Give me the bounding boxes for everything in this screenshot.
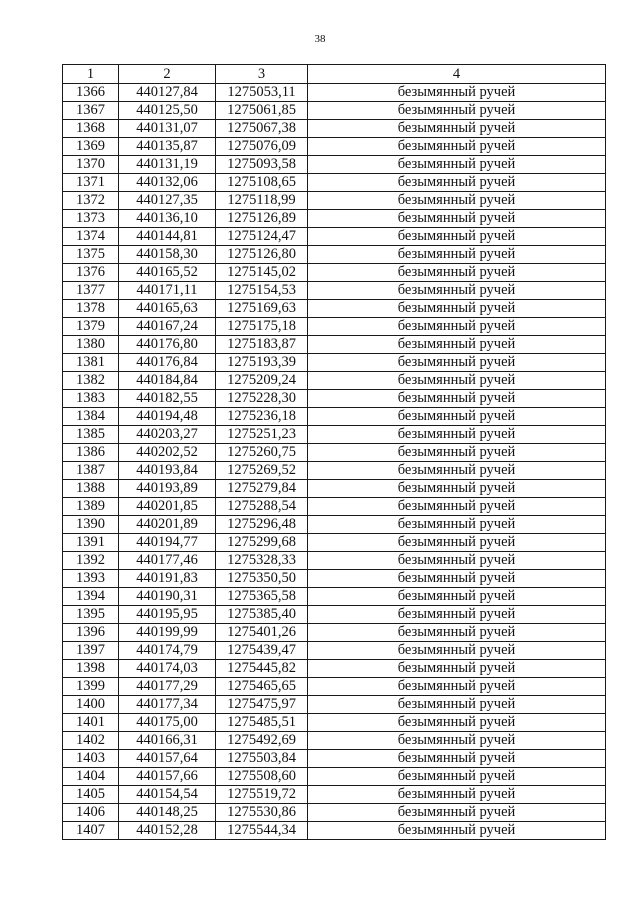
y-coordinate-cell: 1275445,82	[216, 660, 308, 678]
table-row	[63, 390, 606, 408]
x-coordinate-cell: 440201,89	[119, 516, 216, 534]
feature-name-cell: безымянный ручей	[308, 732, 606, 750]
point-number-cell: 1369	[63, 138, 119, 156]
feature-name-cell: безымянный ручей	[308, 822, 606, 840]
y-coordinate-cell: 1275126,89	[216, 210, 308, 228]
y-coordinate-cell: 1275328,33	[216, 552, 308, 570]
y-coordinate-cell: 1275053,11	[216, 84, 308, 102]
x-coordinate-cell: 440165,52	[119, 264, 216, 282]
point-number-cell: 1402	[63, 732, 119, 750]
point-number-cell: 1383	[63, 390, 119, 408]
y-coordinate-cell: 1275401,26	[216, 624, 308, 642]
point-number-cell: 1387	[63, 462, 119, 480]
x-coordinate-cell: 440175,00	[119, 714, 216, 732]
feature-name-cell: безымянный ручей	[308, 138, 606, 156]
feature-name-cell: безымянный ручей	[308, 264, 606, 282]
x-coordinate-cell: 440201,85	[119, 498, 216, 516]
table-row	[63, 228, 606, 246]
feature-name-cell: безымянный ручей	[308, 696, 606, 714]
table-row	[63, 624, 606, 642]
feature-name-cell: безымянный ручей	[308, 714, 606, 732]
y-coordinate-cell: 1275145,02	[216, 264, 308, 282]
table-row	[63, 768, 606, 786]
y-coordinate-cell: 1275093,58	[216, 156, 308, 174]
table-row	[63, 246, 606, 264]
table-row	[63, 372, 606, 390]
header-col-1: 1	[63, 65, 119, 84]
table-row	[63, 174, 606, 192]
y-coordinate-cell: 1275492,69	[216, 732, 308, 750]
table-row	[63, 264, 606, 282]
feature-name-cell: безымянный ручей	[308, 444, 606, 462]
y-coordinate-cell: 1275154,53	[216, 282, 308, 300]
feature-name-cell: безымянный ручей	[308, 804, 606, 822]
x-coordinate-cell: 440176,80	[119, 336, 216, 354]
table-row	[63, 750, 606, 768]
x-coordinate-cell: 440191,83	[119, 570, 216, 588]
point-number-cell: 1380	[63, 336, 119, 354]
point-number-cell: 1401	[63, 714, 119, 732]
feature-name-cell: безымянный ручей	[308, 246, 606, 264]
feature-name-cell: безымянный ручей	[308, 156, 606, 174]
feature-name-cell: безымянный ручей	[308, 750, 606, 768]
feature-name-cell: безымянный ручей	[308, 102, 606, 120]
y-coordinate-cell: 1275439,47	[216, 642, 308, 660]
point-number-cell: 1400	[63, 696, 119, 714]
table-row	[63, 300, 606, 318]
x-coordinate-cell: 440171,11	[119, 282, 216, 300]
header-col-2: 2	[119, 65, 216, 84]
point-number-cell: 1386	[63, 444, 119, 462]
feature-name-cell: безымянный ручей	[308, 570, 606, 588]
coordinates-table	[62, 64, 606, 840]
point-number-cell: 1395	[63, 606, 119, 624]
table-row	[63, 480, 606, 498]
point-number-cell: 1385	[63, 426, 119, 444]
x-coordinate-cell: 440157,66	[119, 768, 216, 786]
x-coordinate-cell: 440199,99	[119, 624, 216, 642]
x-coordinate-cell: 440177,34	[119, 696, 216, 714]
feature-name-cell: безымянный ручей	[308, 408, 606, 426]
x-coordinate-cell: 440158,30	[119, 246, 216, 264]
x-coordinate-cell: 440182,55	[119, 390, 216, 408]
point-number-cell: 1371	[63, 174, 119, 192]
point-number-cell: 1407	[63, 822, 119, 840]
point-number-cell: 1382	[63, 372, 119, 390]
point-number-cell: 1399	[63, 678, 119, 696]
x-coordinate-cell: 440202,52	[119, 444, 216, 462]
feature-name-cell: безымянный ручей	[308, 336, 606, 354]
point-number-cell: 1373	[63, 210, 119, 228]
feature-name-cell: безымянный ручей	[308, 84, 606, 102]
point-number-cell: 1384	[63, 408, 119, 426]
feature-name-cell: безымянный ручей	[308, 192, 606, 210]
point-number-cell: 1368	[63, 120, 119, 138]
point-number-cell: 1394	[63, 588, 119, 606]
point-number-cell: 1370	[63, 156, 119, 174]
table-row	[63, 570, 606, 588]
x-coordinate-cell: 440193,89	[119, 480, 216, 498]
feature-name-cell: безымянный ручей	[308, 174, 606, 192]
point-number-cell: 1372	[63, 192, 119, 210]
x-coordinate-cell: 440177,46	[119, 552, 216, 570]
y-coordinate-cell: 1275279,84	[216, 480, 308, 498]
point-number-cell: 1389	[63, 498, 119, 516]
x-coordinate-cell: 440174,79	[119, 642, 216, 660]
point-number-cell: 1377	[63, 282, 119, 300]
feature-name-cell: безымянный ручей	[308, 318, 606, 336]
table-row	[63, 606, 606, 624]
x-coordinate-cell: 440131,19	[119, 156, 216, 174]
header-row	[63, 65, 606, 84]
y-coordinate-cell: 1275183,87	[216, 336, 308, 354]
x-coordinate-cell: 440131,07	[119, 120, 216, 138]
y-coordinate-cell: 1275209,24	[216, 372, 308, 390]
y-coordinate-cell: 1275299,68	[216, 534, 308, 552]
feature-name-cell: безымянный ручей	[308, 660, 606, 678]
y-coordinate-cell: 1275519,72	[216, 786, 308, 804]
table-row	[63, 678, 606, 696]
y-coordinate-cell: 1275503,84	[216, 750, 308, 768]
header-col-3: 3	[216, 65, 308, 84]
point-number-cell: 1376	[63, 264, 119, 282]
feature-name-cell: безымянный ручей	[308, 354, 606, 372]
y-coordinate-cell: 1275260,75	[216, 444, 308, 462]
x-coordinate-cell: 440152,28	[119, 822, 216, 840]
feature-name-cell: безымянный ручей	[308, 606, 606, 624]
point-number-cell: 1388	[63, 480, 119, 498]
table-row	[63, 660, 606, 678]
point-number-cell: 1405	[63, 786, 119, 804]
x-coordinate-cell: 440127,35	[119, 192, 216, 210]
y-coordinate-cell: 1275076,09	[216, 138, 308, 156]
feature-name-cell: безымянный ручей	[308, 552, 606, 570]
point-number-cell: 1375	[63, 246, 119, 264]
x-coordinate-cell: 440193,84	[119, 462, 216, 480]
y-coordinate-cell: 1275067,38	[216, 120, 308, 138]
table-row	[63, 552, 606, 570]
point-number-cell: 1366	[63, 84, 119, 102]
x-coordinate-cell: 440148,25	[119, 804, 216, 822]
point-number-cell: 1379	[63, 318, 119, 336]
table-row	[63, 210, 606, 228]
y-coordinate-cell: 1275175,18	[216, 318, 308, 336]
y-coordinate-cell: 1275108,65	[216, 174, 308, 192]
table-row	[63, 714, 606, 732]
point-number-cell: 1381	[63, 354, 119, 372]
x-coordinate-cell: 440203,27	[119, 426, 216, 444]
x-coordinate-cell: 440166,31	[119, 732, 216, 750]
feature-name-cell: безымянный ручей	[308, 498, 606, 516]
feature-name-cell: безымянный ручей	[308, 300, 606, 318]
table-row	[63, 84, 606, 102]
x-coordinate-cell: 440144,81	[119, 228, 216, 246]
table-row	[63, 354, 606, 372]
feature-name-cell: безымянный ручей	[308, 678, 606, 696]
page-number: 38	[314, 33, 326, 45]
x-coordinate-cell: 440135,87	[119, 138, 216, 156]
feature-name-cell: безымянный ручей	[308, 282, 606, 300]
table-row	[63, 318, 606, 336]
y-coordinate-cell: 1275530,86	[216, 804, 308, 822]
x-coordinate-cell: 440177,29	[119, 678, 216, 696]
y-coordinate-cell: 1275544,34	[216, 822, 308, 840]
point-number-cell: 1390	[63, 516, 119, 534]
y-coordinate-cell: 1275350,50	[216, 570, 308, 588]
point-number-cell: 1391	[63, 534, 119, 552]
table-row	[63, 444, 606, 462]
y-coordinate-cell: 1275061,85	[216, 102, 308, 120]
y-coordinate-cell: 1275193,39	[216, 354, 308, 372]
x-coordinate-cell: 440184,84	[119, 372, 216, 390]
x-coordinate-cell: 440176,84	[119, 354, 216, 372]
table-body	[63, 84, 606, 840]
point-number-cell: 1393	[63, 570, 119, 588]
y-coordinate-cell: 1275269,52	[216, 462, 308, 480]
x-coordinate-cell: 440165,63	[119, 300, 216, 318]
table-row	[63, 408, 606, 426]
table-row	[63, 120, 606, 138]
x-coordinate-cell: 440136,10	[119, 210, 216, 228]
table-row	[63, 732, 606, 750]
y-coordinate-cell: 1275485,51	[216, 714, 308, 732]
table-header	[63, 65, 606, 84]
x-coordinate-cell: 440154,54	[119, 786, 216, 804]
feature-name-cell: безымянный ручей	[308, 786, 606, 804]
table-row	[63, 696, 606, 714]
table-row	[63, 426, 606, 444]
point-number-cell: 1374	[63, 228, 119, 246]
table-row	[63, 534, 606, 552]
feature-name-cell: безымянный ручей	[308, 372, 606, 390]
table-row	[63, 822, 606, 840]
feature-name-cell: безымянный ручей	[308, 228, 606, 246]
y-coordinate-cell: 1275475,97	[216, 696, 308, 714]
x-coordinate-cell: 440125,50	[119, 102, 216, 120]
header-col-4: 4	[308, 65, 606, 84]
feature-name-cell: безымянный ручей	[308, 390, 606, 408]
x-coordinate-cell: 440195,95	[119, 606, 216, 624]
table-row	[63, 498, 606, 516]
point-number-cell: 1398	[63, 660, 119, 678]
y-coordinate-cell: 1275118,99	[216, 192, 308, 210]
feature-name-cell: безымянный ручей	[308, 642, 606, 660]
table-row	[63, 282, 606, 300]
feature-name-cell: безымянный ручей	[308, 120, 606, 138]
x-coordinate-cell: 440132,06	[119, 174, 216, 192]
point-number-cell: 1404	[63, 768, 119, 786]
y-coordinate-cell: 1275296,48	[216, 516, 308, 534]
table-row	[63, 156, 606, 174]
y-coordinate-cell: 1275365,58	[216, 588, 308, 606]
feature-name-cell: безымянный ручей	[308, 462, 606, 480]
feature-name-cell: безымянный ручей	[308, 210, 606, 228]
x-coordinate-cell: 440127,84	[119, 84, 216, 102]
y-coordinate-cell: 1275236,18	[216, 408, 308, 426]
feature-name-cell: безымянный ручей	[308, 516, 606, 534]
table-row	[63, 516, 606, 534]
x-coordinate-cell: 440157,64	[119, 750, 216, 768]
y-coordinate-cell: 1275126,80	[216, 246, 308, 264]
point-number-cell: 1397	[63, 642, 119, 660]
table-row	[63, 462, 606, 480]
feature-name-cell: безымянный ручей	[308, 480, 606, 498]
point-number-cell: 1378	[63, 300, 119, 318]
table-row	[63, 642, 606, 660]
x-coordinate-cell: 440167,24	[119, 318, 216, 336]
table-row	[63, 588, 606, 606]
point-number-cell: 1396	[63, 624, 119, 642]
table-row	[63, 336, 606, 354]
feature-name-cell: безымянный ручей	[308, 768, 606, 786]
y-coordinate-cell: 1275465,65	[216, 678, 308, 696]
feature-name-cell: безымянный ручей	[308, 534, 606, 552]
table-row	[63, 102, 606, 120]
y-coordinate-cell: 1275508,60	[216, 768, 308, 786]
table-row	[63, 138, 606, 156]
y-coordinate-cell: 1275124,47	[216, 228, 308, 246]
y-coordinate-cell: 1275288,54	[216, 498, 308, 516]
y-coordinate-cell: 1275169,63	[216, 300, 308, 318]
y-coordinate-cell: 1275385,40	[216, 606, 308, 624]
y-coordinate-cell: 1275228,30	[216, 390, 308, 408]
feature-name-cell: безымянный ручей	[308, 426, 606, 444]
x-coordinate-cell: 440194,48	[119, 408, 216, 426]
x-coordinate-cell: 440174,03	[119, 660, 216, 678]
point-number-cell: 1406	[63, 804, 119, 822]
table-row	[63, 786, 606, 804]
feature-name-cell: безымянный ручей	[308, 624, 606, 642]
x-coordinate-cell: 440190,31	[119, 588, 216, 606]
x-coordinate-cell: 440194,77	[119, 534, 216, 552]
point-number-cell: 1403	[63, 750, 119, 768]
table-row	[63, 192, 606, 210]
table-row	[63, 804, 606, 822]
y-coordinate-cell: 1275251,23	[216, 426, 308, 444]
point-number-cell: 1392	[63, 552, 119, 570]
feature-name-cell: безымянный ручей	[308, 588, 606, 606]
point-number-cell: 1367	[63, 102, 119, 120]
